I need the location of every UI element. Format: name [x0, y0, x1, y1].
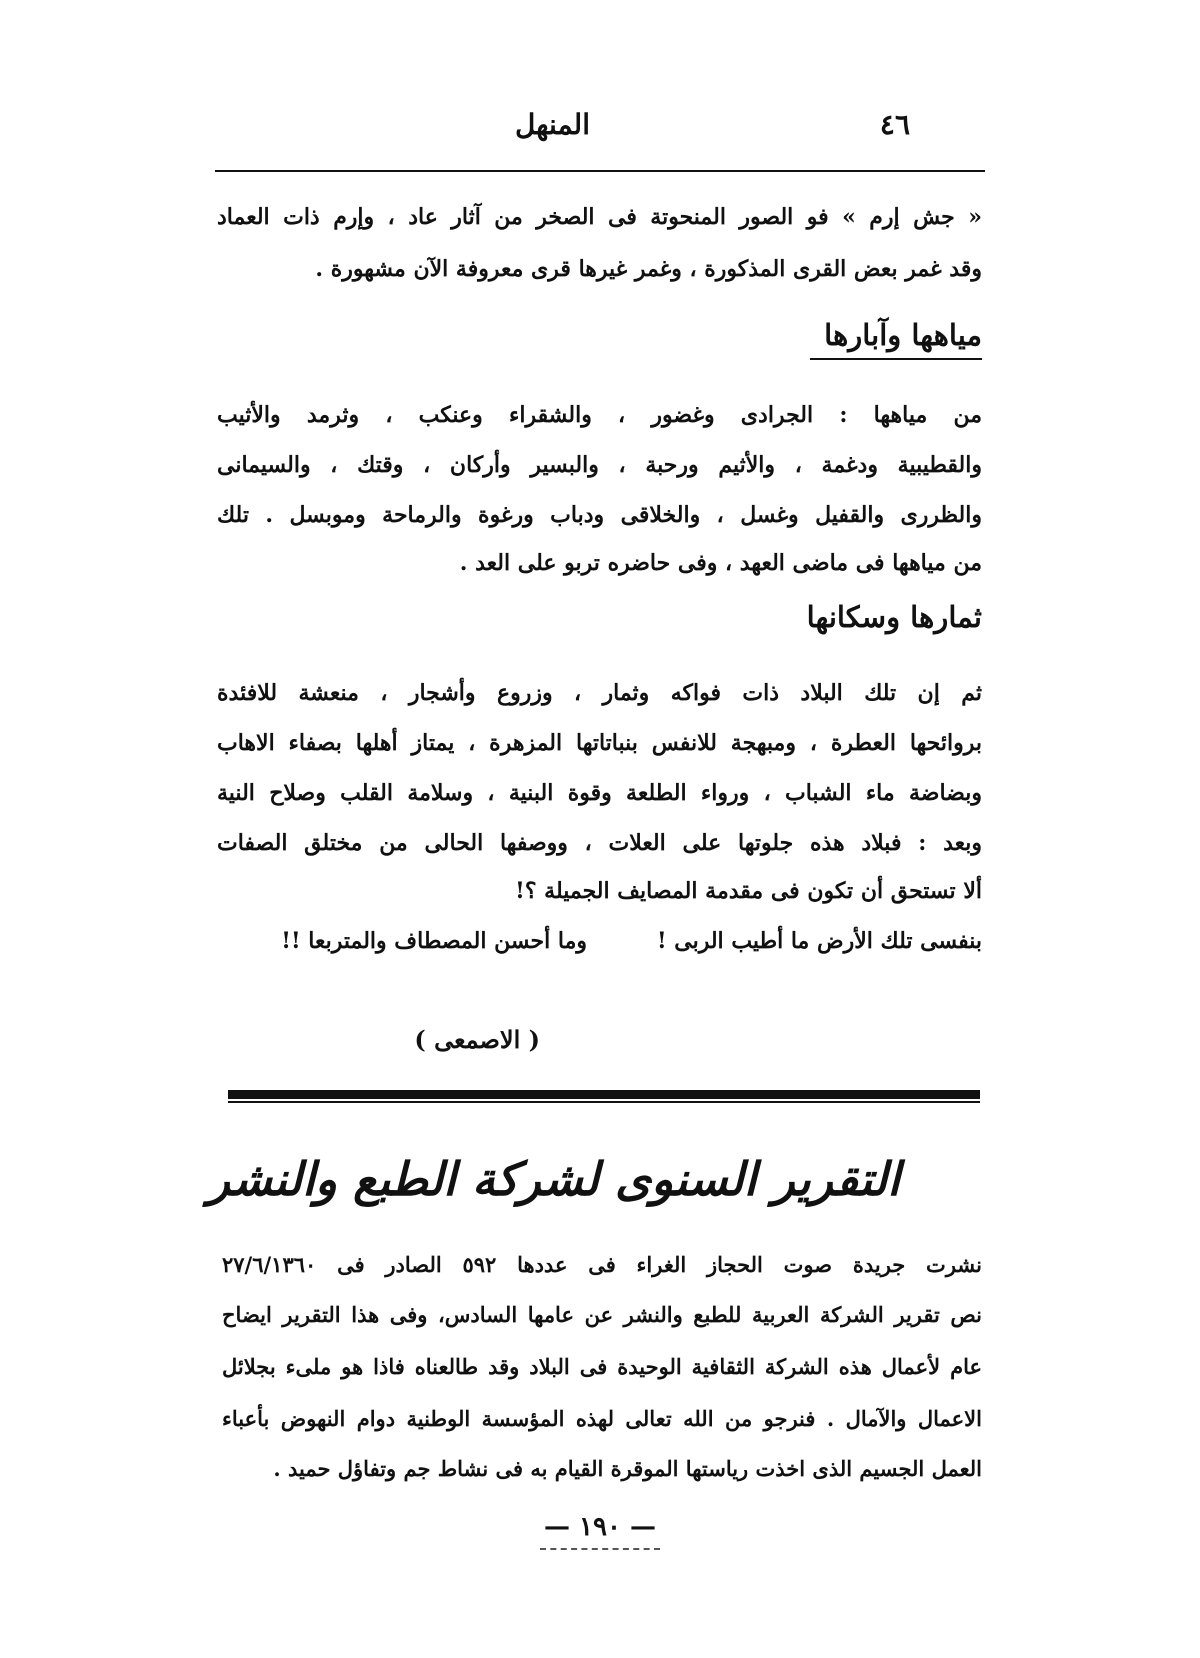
- article-line: نص تقرير الشركة العربية للطبع والنشر عن عامها السادس، وفى هذا التقرير ايضاح: [222, 1302, 982, 1327]
- footer-divider: [540, 1548, 660, 1550]
- section-divider-thick: [228, 1090, 980, 1099]
- paragraph-line: والظررى والقفيل وغسل ، والخلاقى ودباب ورغوة والرماحة وموبسل . تلك: [217, 502, 982, 528]
- paragraph-line: من مياهها فى ماضى العهد ، وفى حاضره تربو على العد .: [459, 550, 982, 576]
- paragraph-line: وبضاضة ماء الشباب ، ورواء الطلعة وقوة البنية ، وسلامة القلب وصلاح النية: [217, 780, 982, 806]
- journal-name: المنهل: [514, 108, 590, 141]
- verse-second-half: وما أحسن المصطاف والمتربعا !!: [281, 928, 587, 954]
- paragraph-line: والقطيبية ودغمة ، والأثيم ورحبة ، والبسير وأركان ، وقتك ، والسيمانى: [217, 452, 982, 478]
- section-divider-thin: [228, 1101, 980, 1103]
- paragraph-line: ألا تستحق أن تكون فى مقدمة المصايف الجميلة ؟!: [515, 878, 982, 904]
- header-rule: [215, 170, 985, 172]
- page-header: [210, 108, 980, 148]
- footer-page-number: — ١٩٠ —: [543, 1512, 657, 1542]
- paragraph-line: من مياهها : الجرادى وغضور ، والشقراء وعنكب ، وثرمد والأثيب: [217, 402, 982, 428]
- section-heading-fruits: ثمارها وسكانها: [806, 600, 982, 634]
- intro-line: « جش إرم » فو الصور المنحوتة فى الصخر من آثار عاد ، وإرم ذات العماد: [217, 204, 982, 230]
- paragraph-line: ثم إن تلك البلاد ذات فواكه وثمار ، وزروع وأشجار ، منعشة للافئدة: [217, 680, 982, 706]
- paragraph-line: وبعد : فبلاد هذه جلوتها على العلات ، ووصفها الحالى من مختلق الصفات: [217, 830, 982, 856]
- article-line: نشرت جريدة صوت الحجاز الغراء فى عددها ٥٩٢ الصادر فى ٢٧/٦/١٣٦٠: [222, 1252, 982, 1277]
- article-line: الاعمال والآمال . فنرجو من الله تعالى لهذه المؤسسة الوطنية دوام النهوض بأعباء: [222, 1406, 982, 1431]
- verse-first-half: بنفسى تلك الأرض ما أطيب الربى !: [656, 928, 982, 954]
- article-title: التقرير السنوى لشركة الطبع والنشر: [207, 1152, 900, 1206]
- article-line: العمل الجسيم الذى اخذت رياستها الموقرة القيام به فى نشاط جم وتفاؤل حميد .: [273, 1456, 982, 1481]
- paragraph-line: بروائحها العطرة ، ومبهجة للانفس بنباتاتها المزهرة ، يمتاز أهلها بصفاء الاهاب: [217, 730, 982, 756]
- article-line: عام لأعمال هذه الشركة الثقافية الوحيدة فى البلاد وقد طالعناه فاذا هو ملىء بجلائل: [222, 1354, 982, 1379]
- author-signature: ( الاصمعى ): [414, 1025, 540, 1054]
- header-page-number: ٤٦: [879, 108, 910, 141]
- section-heading-waters: مياهها وآبارها: [810, 318, 982, 360]
- intro-line: وقد غمر بعض القرى المذكورة ، وغمر غيرها قرى معروفة الآن مشهورة .: [315, 256, 982, 282]
